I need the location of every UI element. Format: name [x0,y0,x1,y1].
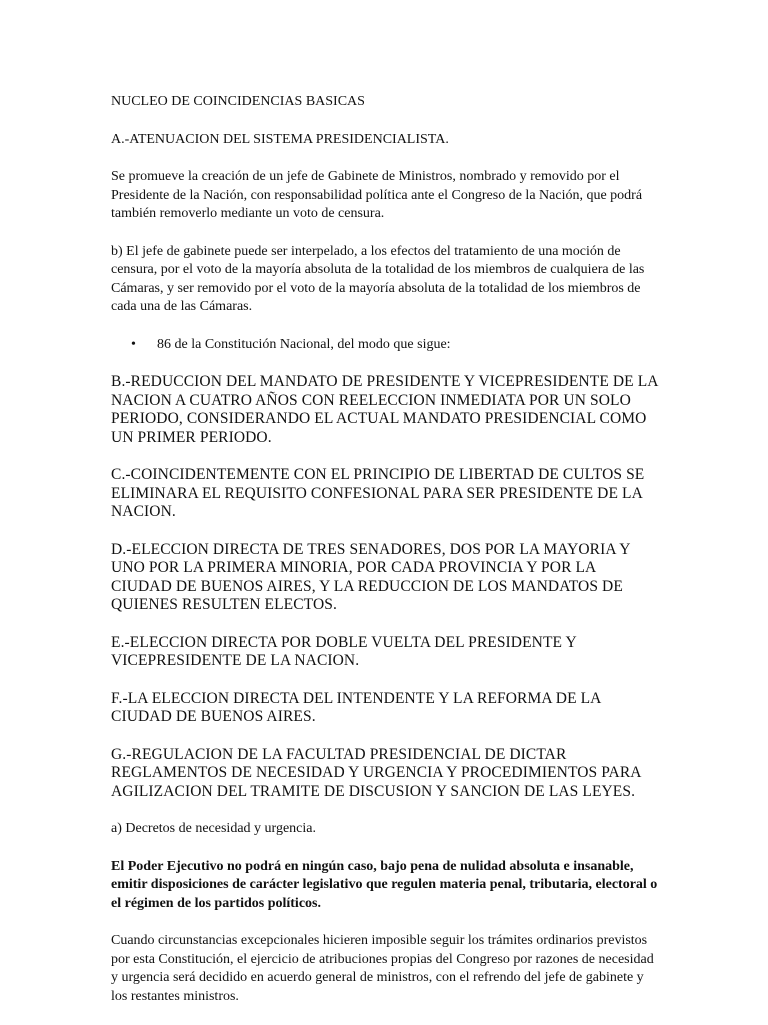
section-e: E.-ELECCION DIRECTA POR DOBLE VUELTA DEL PRESIDENTE Y VICEPRESIDENTE DE LA NACION. [111,633,577,669]
section-b: B.-REDUCCION DEL MANDATO DE PRESIDENTE Y VICEPRESIDENTE DE LA NACION A CUATRO AÑOS CON REELECCION INMEDIATA POR UN SOLO PERIODO, CONSIDERANDO EL ACTUAL MANDATO PRESIDENCIAL COMO UN PRIMER PERIODO. [111,373,658,446]
section-d: D.-ELECCION DIRECTA DE TRES SENADORES, DOS POR LA MAYORIA Y UNO POR LA PRIMERA MINORIA, POR CADA PROVINCIA Y POR LA CIUDAD DE BUENOS AIRES, Y LA REDUCCION DE LOS MANDATOS DE QUIENES RESULTEN ELECTOS. [111,540,630,613]
section-f: F.-LA ELECCION DIRECTA DEL INTENDENTE Y LA REFORMA DE LA CIUDAD DE BUENOS AIRES. [111,689,601,725]
section-a-paragraph-2: b) El jefe de gabinete puede ser interpelado, a los efectos del tratamiento de una moción de censura, por el voto de la mayoría absoluta de la totalidad de los miembros de cualquiera de las Cámaras, y ser removido por el voto de la mayoría absoluta de la totalidad de los miembros de cada una de las Cámaras. [111,243,645,314]
section-c: C.-COINCIDENTEMENTE CON EL PRINCIPIO DE LIBERTAD DE CULTOS SE ELIMINARA EL REQUISITO CONFESIONAL PARA SER PRESIDENTE DE LA NACION. [111,466,645,520]
section-g-last-paragraph: Cuando circunstancias excepcionales hicieren imposible seguir los trámites ordinarios previstos por esta Constitución, el ejercicio de atribuciones propias del Congreso por razones de necesidad y urgencia será decidido en acuerdo general de ministros, con el refrendo del jefe de gabinete y los restantes ministros. [111,933,654,1004]
section-a-heading: A.-ATENUACION DEL SISTEMA PRESIDENCIALISTA. [111,131,449,147]
section-g-bold-paragraph: El Poder Ejecutivo no podrá en ningún caso, bajo pena de nulidad absoluta e insanable, emitir disposiciones de carácter legislativo que regulen materia penal, tributaria, electoral o el régimen de los partidos políticos. [111,858,658,911]
document-page [111,93,659,1025]
section-a-paragraph-1: Se promueve la creación de un jefe de Gabinete de Ministros, nombrado y removido por el Presidente de la Nación, con responsabilidad política ante el Congreso de la Nación, que podrá también removerlo mediante un voto de censura. [111,169,643,221]
bullet-list [111,336,659,355]
bullet-icon: • [131,336,136,352]
section-g: G.-REGULACION DE LA FACULTAD PRESIDENCIAL DE DICTAR REGLAMENTOS DE NECESIDAD Y URGENCIA Y PROCEDIMIENTOS PARA AGILIZACION DEL TRAMITE DE DISCUSION Y SANCION DE LAS LEYES. [111,745,641,800]
bullet-item-text: 86 de la Constitución Nacional, del modo que sigue: [157,336,451,352]
bullet-list-item [131,336,659,355]
document-title: NUCLEO DE COINCIDENCIAS BASICAS [111,94,365,109]
section-g-item-a: a) Decretos de necesidad y urgencia. [111,821,316,836]
